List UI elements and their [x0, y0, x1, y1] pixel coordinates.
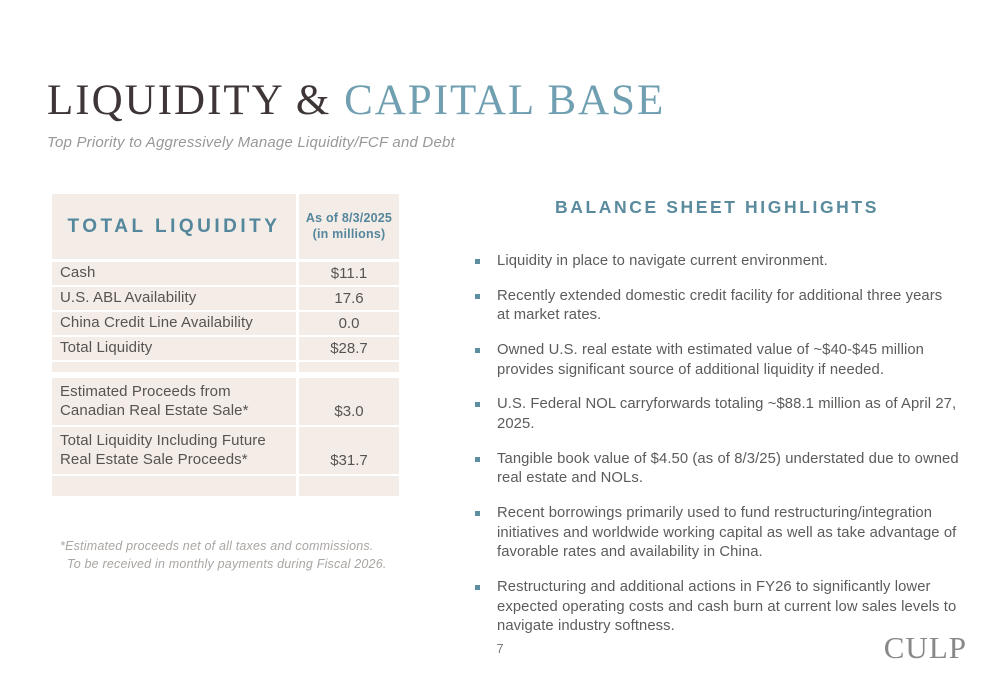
bullet-square-icon	[475, 348, 480, 353]
bullet-text: Restructuring and additional actions in FY26 to significantly lower expected operating costs and cash burn at current low sales levels to navigate industry softness.	[497, 579, 957, 635]
row-value	[296, 476, 399, 496]
page-number: 7	[496, 641, 504, 656]
bullet-square-icon	[475, 402, 480, 407]
bullet-text: Tangible book value of $4.50 (as of 8/3/25) understated due to owned real estate and NOLs.	[497, 450, 959, 487]
table-row	[52, 287, 399, 312]
bullet-text: Recent borrowings primarily used to fund restructuring/integration initiatives and worldwide working capital as well as take advantage of favorable rates and availability in China.	[497, 505, 957, 561]
list-item	[475, 341, 959, 380]
table-column-header-line2: (in millions)	[312, 226, 386, 241]
highlights-heading: BALANCE SHEET HIGHLIGHTS	[555, 197, 879, 217]
row-value: $11.1	[296, 262, 399, 285]
table-column-header-line1: As of 8/3/2025	[305, 210, 393, 225]
bullet-square-icon	[475, 259, 480, 264]
bullet-text: Owned U.S. real estate with estimated value of ~$40-$45 million provides significant source of additional liquidity if needed.	[497, 342, 924, 378]
row-label: Cash	[60, 264, 96, 282]
bullet-text: Liquidity in place to navigate current environment.	[497, 253, 828, 269]
page-title-dark: LIQUIDITY &	[47, 77, 345, 124]
page-subtitle: Top Priority to Aggressively Manage Liquidity/FCF and Debt	[47, 134, 455, 151]
footnote-line2: To be received in monthly payments during Fiscal 2026.	[67, 557, 387, 572]
table-row	[52, 337, 399, 362]
bullet-square-icon	[475, 511, 480, 516]
culp-logo: CULP	[883, 630, 967, 665]
table-row	[52, 427, 399, 476]
row-label: U.S. ABL Availability	[60, 289, 197, 307]
row-label: Total Liquidity	[60, 339, 153, 357]
total-liquidity-table	[52, 194, 399, 496]
page-title-accent: CAPITAL BASE	[344, 77, 666, 124]
bullet-square-icon	[475, 585, 480, 590]
table-row-spacer	[52, 476, 399, 496]
title-block	[47, 76, 665, 151]
row-value: $31.7	[296, 427, 399, 474]
list-item	[475, 395, 959, 434]
page-title	[47, 76, 665, 125]
table-row-spacer	[52, 362, 399, 378]
bullet-text: Recently extended domestic credit facility for additional three years at market rates.	[497, 287, 943, 324]
row-label	[52, 362, 296, 372]
list-item	[475, 252, 959, 272]
row-value: 0.0	[296, 312, 399, 335]
table-row	[52, 262, 399, 287]
table-header-row	[52, 194, 399, 262]
row-value: $28.7	[296, 337, 399, 360]
bullet-square-icon	[475, 457, 480, 462]
row-label: China Credit Line Availability	[60, 314, 253, 332]
table-title: TOTAL LIQUIDITY	[67, 215, 281, 237]
footnote-line1: *Estimated proceeds net of all taxes and commissions.	[60, 539, 374, 553]
row-value	[296, 362, 399, 372]
row-label	[52, 476, 296, 496]
table-row	[52, 378, 399, 427]
table-column-header	[296, 194, 399, 259]
list-item	[475, 287, 959, 326]
list-item	[475, 578, 959, 637]
row-value: 17.6	[296, 287, 399, 310]
list-item	[475, 504, 959, 563]
bullet-text: U.S. Federal NOL carryforwards totaling ~$88.1 million as of April 27, 2025.	[497, 396, 957, 433]
row-label: Total Liquidity Including Future Real Estate Sale Proceeds*	[60, 432, 266, 468]
list-item	[475, 450, 959, 489]
table-footnote	[60, 537, 387, 573]
row-value: $3.0	[296, 378, 399, 425]
bullet-square-icon	[475, 294, 480, 299]
balance-sheet-highlights	[475, 197, 959, 652]
table-row	[52, 312, 399, 337]
row-label: Estimated Proceeds from Canadian Real Estate Sale*	[60, 383, 249, 419]
